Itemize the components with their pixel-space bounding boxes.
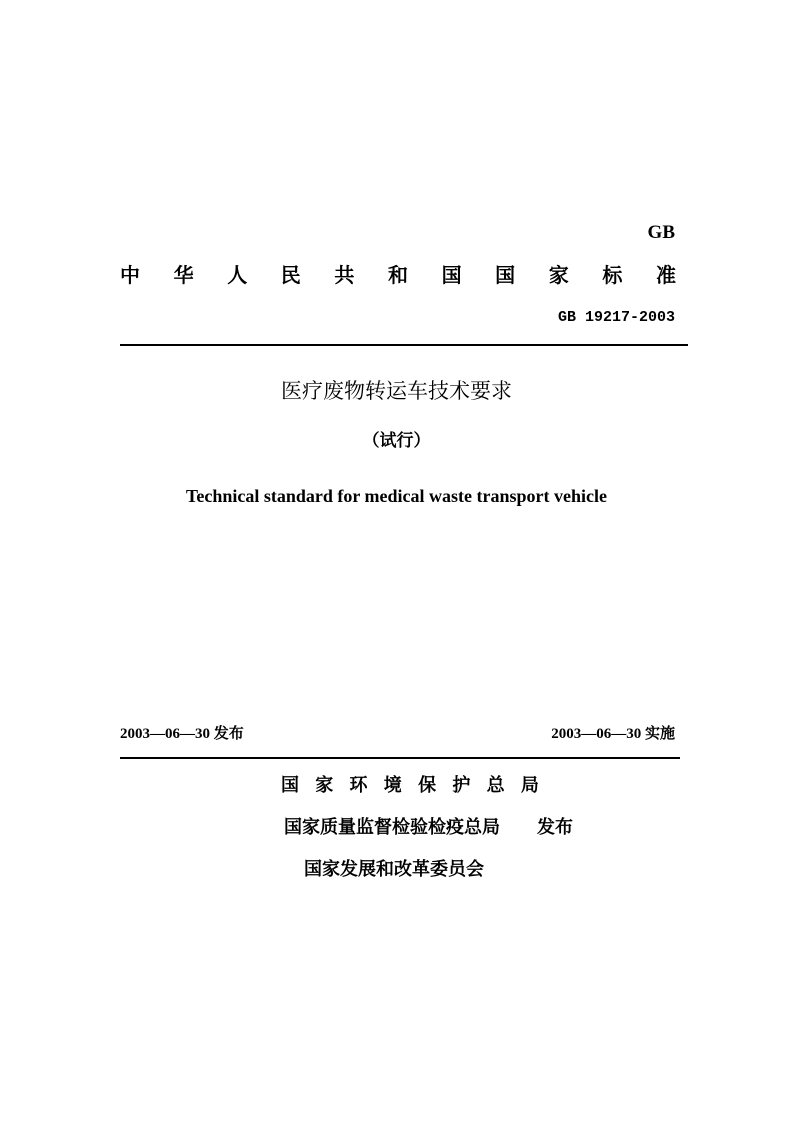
heading-char: 人: [227, 263, 248, 287]
heading-char: 准: [655, 263, 676, 287]
heading-char: 国: [495, 263, 516, 287]
heading-char: 标: [602, 263, 623, 287]
issuer-development-reform: 国家发展和改革委员会: [304, 859, 484, 880]
trial-label: （试行）: [362, 431, 431, 451]
title-english: Technical standard for medical waste transport vehicle: [186, 486, 607, 506]
issue-date: 2003—06—30 发布: [120, 726, 244, 742]
heading-char: 民: [280, 263, 301, 287]
national-standard-heading: [120, 262, 676, 288]
implementation-date: 2003—06—30 实施: [551, 726, 675, 742]
title-chinese: 医疗废物转运车技术要求: [281, 379, 512, 403]
standard-number: GB 19217-2003: [557, 309, 675, 326]
publish-label: 发布: [537, 817, 573, 838]
bottom-divider: [120, 757, 680, 759]
heading-char: 中: [120, 263, 140, 287]
issuer-quality-supervision: 国家质量监督检验检疫总局: [284, 817, 500, 838]
top-divider: [120, 344, 688, 346]
heading-char: 和: [387, 263, 408, 287]
heading-char: 华: [173, 263, 194, 287]
heading-char: 家: [548, 263, 569, 287]
issuer-environmental-protection: 国 家 环 境 保 护 总 局: [281, 775, 544, 796]
heading-char: 共: [334, 263, 355, 287]
heading-char: 国: [441, 263, 462, 287]
gb-mark: GB: [647, 222, 675, 243]
